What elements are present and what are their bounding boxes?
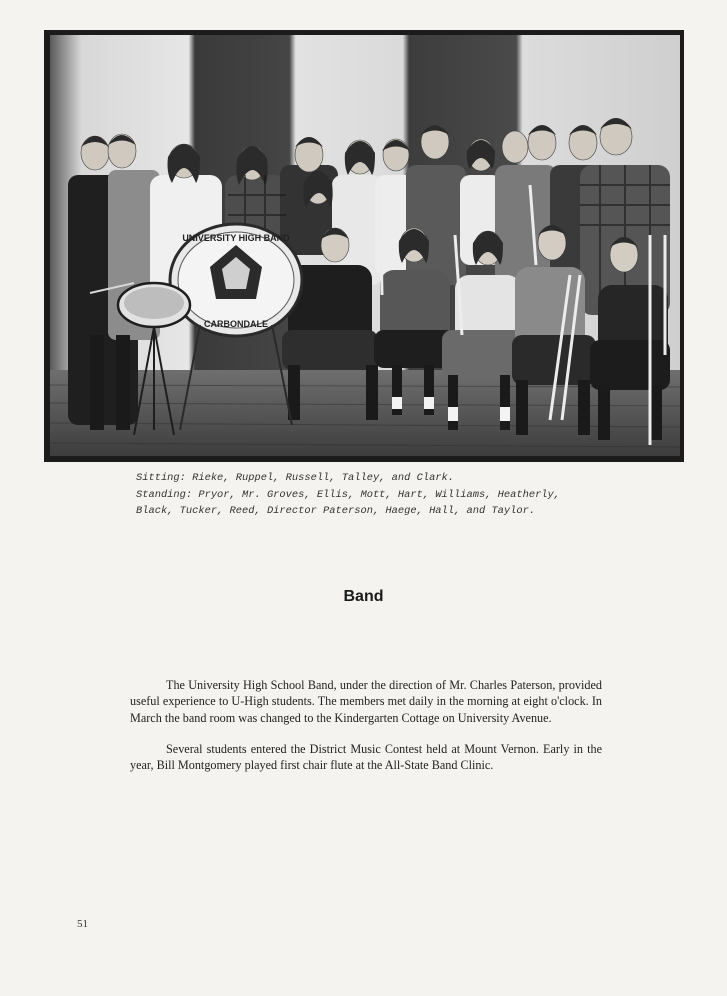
group-photo-icon — [50, 35, 680, 456]
body-paragraph-1: The University High School Band, under the direction of Mr. Charles Paterson, provided useful experience to U-High students. The members met daily in the morning at eight o'clock. In March the band room was changed to the Kindergarten Cottage on University Avenue. — [130, 678, 602, 725]
band-group-photo — [50, 35, 680, 456]
caption-standing-continued-line: Black, Tucker, Reed, Director Paterson, Haege, Hall, and Taylor. — [136, 505, 536, 517]
drum-text-bottom: CARBONDALE — [204, 319, 268, 329]
drum-text-top: UNIVERSITY HIGH BAND — [182, 233, 290, 243]
article-body — [130, 677, 602, 773]
body-paragraph-2: Several students entered the District Music Contest held at Mount Vernon. Early in the year, Bill Montgomery played first chair flute at the All-State Band Clinic. — [130, 741, 602, 773]
caption-sitting-line: Sitting: Rieke, Ruppel, Russell, Talley, and Clark. — [136, 472, 455, 484]
band-photo-frame — [44, 30, 684, 462]
photo-caption — [136, 470, 636, 520]
caption-standing-line: Standing: Pryor, Mr. Groves, Ellis, Mott, Hart, Williams, Heatherly, — [136, 488, 561, 501]
page-title: Band — [343, 588, 384, 605]
page-number: 51 — [77, 918, 88, 930]
